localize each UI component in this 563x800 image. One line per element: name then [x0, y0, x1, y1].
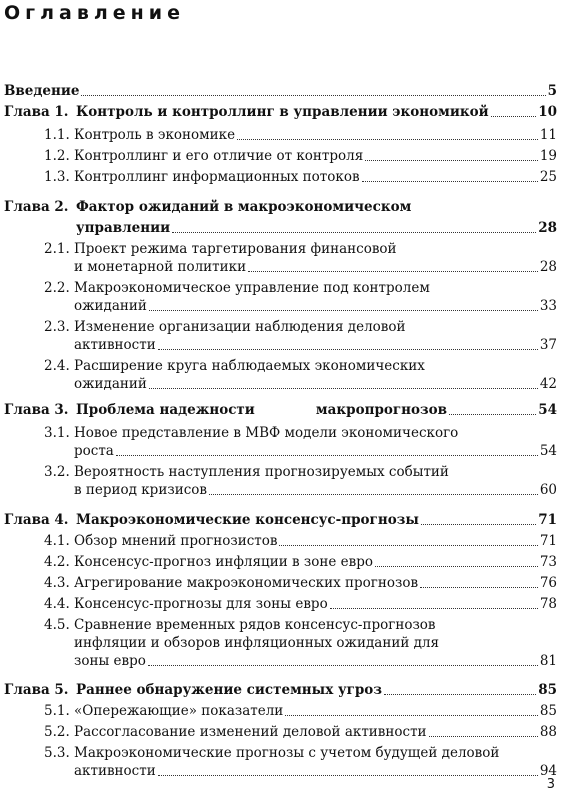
- toc-entry-page: 11: [539, 127, 557, 143]
- toc-entry-page: 85: [538, 682, 557, 698]
- page-number: 3: [546, 777, 555, 792]
- toc-entry: [74, 375, 557, 393]
- toc-leader-dots: [81, 94, 545, 96]
- toc-entry: [74, 481, 557, 499]
- toc-entry-number: 5.1.: [44, 703, 70, 719]
- toc-entry: [74, 762, 557, 780]
- toc-entry-page: 71: [539, 533, 557, 549]
- toc-entry-number: Глава 5.: [4, 682, 69, 698]
- page-title: Оглавление: [4, 2, 185, 24]
- toc-entry-page: 33: [539, 298, 557, 314]
- toc-leader-dots: [375, 565, 538, 567]
- toc-entry-title: Фактор ожиданий в макроэкономическом: [76, 199, 412, 215]
- toc-entry-page: 73: [539, 554, 557, 570]
- toc-entry: [74, 442, 557, 460]
- toc-leader-dots: [330, 607, 538, 609]
- toc-entry-number: 1.1.: [44, 127, 70, 143]
- toc-entry-number: Глава 2.: [4, 199, 69, 215]
- toc-entry: [44, 126, 557, 144]
- toc-leader-dots: [248, 270, 538, 272]
- toc-entry-page: 54: [538, 402, 557, 418]
- toc-entry-page: 88: [539, 724, 557, 740]
- toc-entry-number: 5.3.: [44, 745, 70, 761]
- toc-entry-title: Контроллинг информационных потоков: [74, 169, 360, 185]
- toc-entry-number: 4.2.: [44, 554, 70, 570]
- toc-leader-dots: [449, 413, 536, 415]
- toc-entry-page: 42: [539, 376, 557, 392]
- toc-entry: [44, 553, 557, 571]
- toc-entry-title: инфляции и обзоров инфляционных ожиданий для: [74, 635, 440, 651]
- toc-entry: [44, 532, 557, 550]
- toc-entry-number: 3.1.: [44, 425, 70, 441]
- toc-leader-dots: [148, 664, 538, 666]
- toc-entry-number: 1.2.: [44, 148, 70, 164]
- toc-entry-title: управлении: [76, 220, 171, 236]
- toc-entry-number: Глава 3.: [4, 402, 69, 418]
- toc-entry-number: 2.2.: [44, 280, 70, 296]
- toc-entry-title: Консенсус-прогноз инфляции в зоне евро: [74, 554, 374, 570]
- toc-entry-title: Расширение круга наблюдаемых экономических: [74, 358, 425, 374]
- toc-entry-page: 76: [539, 575, 557, 591]
- toc-entry: [44, 574, 557, 592]
- toc-entry-title: Раннее обнаружение системных угроз: [76, 682, 382, 698]
- toc-leader-dots: [491, 115, 537, 117]
- toc-entry: [44, 723, 557, 741]
- toc-entry-title: Рассогласование изменений деловой активности: [74, 724, 427, 740]
- toc-entry-page: 60: [539, 482, 557, 498]
- toc-entry-title: Проблема надежности макропрогнозов: [76, 402, 448, 418]
- toc-leader-dots: [149, 309, 538, 311]
- toc-entry-title: Введение: [4, 83, 80, 99]
- toc-entry-number: 4.5.: [44, 617, 70, 633]
- toc-entry-title: «Опережающие» показатели: [74, 703, 284, 719]
- toc-leader-dots: [365, 159, 538, 161]
- toc-entry-title: ожиданий: [74, 376, 147, 392]
- toc-entry-title: активности: [74, 337, 156, 353]
- toc-leader-dots: [158, 774, 538, 776]
- toc-entry: [44, 279, 557, 297]
- toc-entry-title: Обзор мнений прогнозистов: [74, 533, 278, 549]
- toc-leader-dots: [420, 586, 538, 588]
- toc-entry-title: активности: [74, 763, 156, 779]
- toc-leader-dots: [172, 231, 536, 233]
- toc-entry-number: 5.2.: [44, 724, 70, 740]
- toc-entry-page: 94: [539, 763, 557, 779]
- toc-entry-title: Агрегирование макроэкономических прогнозов: [74, 575, 419, 591]
- toc-entry: [74, 258, 557, 276]
- toc-entry-title: ожиданий: [74, 298, 147, 314]
- toc-leader-dots: [158, 348, 538, 350]
- toc-entry-page: 71: [538, 512, 557, 528]
- toc-entry: [44, 424, 557, 442]
- toc-entry: [44, 702, 557, 720]
- toc-entry-page: 81: [539, 653, 557, 669]
- toc-entry: [76, 219, 557, 237]
- toc-entry: [4, 82, 557, 100]
- toc-entry-page: 54: [539, 443, 557, 459]
- toc-entry-page: 37: [539, 337, 557, 353]
- toc-entry-number: 4.1.: [44, 533, 70, 549]
- toc-entry: [74, 297, 557, 315]
- toc-entry: [4, 401, 557, 419]
- toc-entry: [4, 103, 557, 121]
- toc-entry-page: 28: [539, 259, 557, 275]
- toc-leader-dots: [279, 544, 537, 546]
- toc-entry: [44, 357, 557, 375]
- toc-entry-number: 4.3.: [44, 575, 70, 591]
- toc-entry-title: и монетарной политики: [74, 259, 247, 275]
- toc-entry: [44, 168, 557, 186]
- toc-entry: [74, 652, 557, 670]
- toc-entry-title: Новое представление в МВФ модели экономического: [74, 425, 459, 441]
- toc-entry-page: 28: [538, 220, 557, 236]
- toc-leader-dots: [285, 714, 538, 716]
- toc-entry: [74, 634, 557, 652]
- toc-entry-title: Изменение организации наблюдения деловой: [74, 319, 406, 335]
- toc-entry-title: Проект режима таргетирования финансовой: [74, 241, 397, 257]
- toc-entry: [74, 336, 557, 354]
- toc-entry-title: зоны евро: [74, 653, 146, 669]
- toc-entry-page: 25: [539, 169, 557, 185]
- toc-leader-dots: [421, 523, 536, 525]
- toc-entry-title: Консенсус-прогнозы для зоны евро: [74, 596, 328, 612]
- toc-entry-number: 2.3.: [44, 319, 70, 335]
- toc-entry: [44, 147, 557, 165]
- toc-entry-title: в период кризисов: [74, 482, 207, 498]
- toc-entry-title: Контроль и контроллинг в управлении экономикой: [76, 104, 489, 120]
- toc-entry-title: Вероятность наступления прогнозируемых событий: [74, 464, 449, 480]
- toc-entry: [44, 744, 557, 762]
- toc-leader-dots: [384, 693, 536, 695]
- toc-leader-dots: [237, 138, 538, 140]
- toc-entry-title: Контроллинг и его отличие от контроля: [74, 148, 364, 164]
- toc-entry-number: 2.4.: [44, 358, 70, 374]
- toc-entry: [44, 240, 557, 258]
- toc-entry-title: Макроэкономические консенсус-прогнозы: [76, 512, 419, 528]
- toc-entry-page: 78: [539, 596, 557, 612]
- toc-entry-number: Глава 4.: [4, 512, 69, 528]
- toc-entry: [44, 463, 557, 481]
- toc-entry: [44, 318, 557, 336]
- toc-entry: [44, 616, 557, 634]
- toc-leader-dots: [116, 454, 538, 456]
- toc-entry-page: 85: [539, 703, 557, 719]
- toc-leader-dots: [209, 493, 538, 495]
- toc-entry-page: 5: [547, 83, 557, 99]
- toc-entry-page: 19: [539, 148, 557, 164]
- toc-entry-number: Глава 1.: [4, 104, 69, 120]
- toc-entry-title: Макроэкономическое управление под контролем: [74, 280, 430, 296]
- toc-entry: [44, 595, 557, 613]
- toc-entry-number: 1.3.: [44, 169, 70, 185]
- toc-entry: [4, 198, 557, 216]
- toc-leader-dots: [429, 735, 538, 737]
- toc-entry-number: 2.1.: [44, 241, 70, 257]
- toc-entry-number: 4.4.: [44, 596, 70, 612]
- toc-entry: [4, 681, 557, 699]
- toc-entry-title: Контроль в экономике: [74, 127, 236, 143]
- toc-entry-number: 3.2.: [44, 464, 70, 480]
- toc-entry: [4, 511, 557, 529]
- toc-leader-dots: [149, 387, 538, 389]
- toc-entry-title: роста: [74, 443, 114, 459]
- toc-leader-dots: [362, 180, 538, 182]
- toc-entry-page: 10: [538, 104, 557, 120]
- toc-entry-title: Сравнение временных рядов консенсус-прогнозов: [74, 617, 436, 633]
- toc-entry-title: Макроэкономические прогнозы с учетом будущей деловой: [74, 745, 500, 761]
